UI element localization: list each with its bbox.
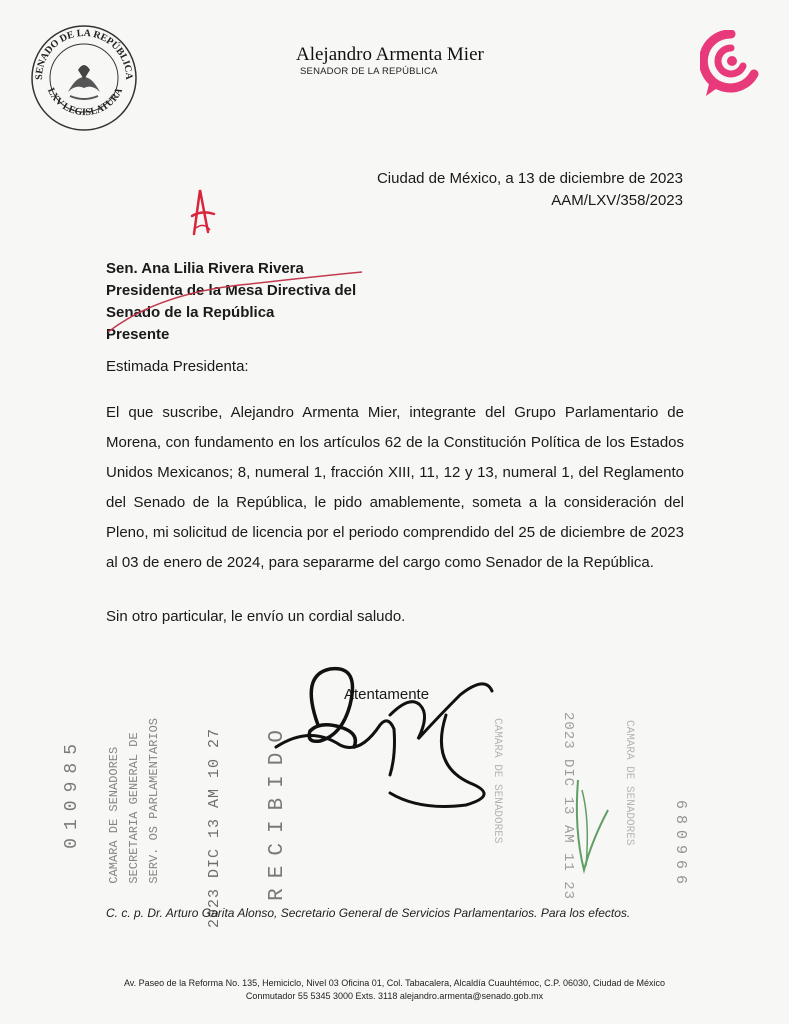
footer-address: Av. Paseo de la Reforma No. 135, Hemiciclo, Nivel 03 Oficina 01, Col. Tabacalera, Alcaldía Cuauhtémoc, C.P. 06030, Ciudad de México [123, 978, 666, 988]
seal-text-bottom: LXV LEGISLATURA [44, 86, 126, 119]
closing-line: Sin otro particular, le envío un cordial saludo. [106, 608, 406, 625]
pen-stroke-icon [100, 262, 370, 342]
signoff: Atentamente [344, 686, 430, 703]
folio-stamp-right: 680966 [672, 800, 689, 891]
carbon-copy-note: C. c. p. Dr. Arturo Garita Alonso, Secretario General de Servicios Parlamentarios. Para los efectos. [106, 906, 631, 920]
addressee-line: Presidenta de la Mesa Directiva del [106, 282, 357, 299]
received-stamp: RECIBIDO [266, 720, 289, 901]
stamp-line: CAMARA DE SENADORES [623, 720, 635, 846]
svg-text:LXV LEGISLATURA [45, 85, 126, 118]
green-initial-icon [572, 770, 612, 880]
sender-role: SENADOR DE LA REPÚBLICA [300, 66, 438, 77]
senate-stamp [104, 718, 164, 884]
addressee-line: Senado de la República [106, 304, 275, 321]
letter-date: Ciudad de México, a 13 de diciembre de 2023 [376, 170, 683, 187]
signature-icon [270, 655, 520, 825]
addressee-line: Presente [106, 326, 170, 343]
folio-stamp-left: 010985 [62, 736, 82, 849]
handwritten-mark-icon [186, 186, 220, 238]
stamp-line: SERV. OS PARLAMENTARIOS [147, 718, 161, 884]
faint-stamp [488, 718, 506, 843]
addressee-line: Sen. Ana Lilia Rivera Rivera [106, 260, 304, 277]
second-date-stamp: 2023 DIC 13 AM 11 23 [560, 712, 576, 901]
received-date-stamp: 2023 DIC 13 AM 10 27 [206, 728, 223, 929]
greeting: Estimada Presidenta: [106, 358, 249, 375]
stamp-line: SECRETARIA GENERAL DE [127, 732, 141, 884]
faint-stamp-right [620, 720, 638, 845]
stamp-line: CAMARA DE SENADORES [107, 746, 121, 884]
stamp-line: CAMARA DE SENADORES [491, 718, 503, 844]
reference-number: AAM/LXV/358/2023 [551, 192, 683, 209]
brand-logo-icon [700, 30, 762, 100]
seal-text-top: SENADO DE LA REPÚBLICA [33, 27, 135, 81]
senate-seal-icon [28, 22, 140, 134]
footer-contact: Conmutador 55 5345 3000 Exts. 3118 alejandro.armenta@senado.gob.mx [245, 991, 544, 1001]
sender-name: Alejandro Armenta Mier [296, 44, 484, 65]
body-paragraph: El que suscribe, Alejandro Armenta Mier, integrante del Grupo Parlamentario de Morena, con fundamento en los artículos 62 de la Constitución Política de los Estados Unidos Mexicanos; 8, numeral 1, fracción XIII, 11, 12 y 13, numeral 1, del Reglamento del Senado de la República, le pido amablemente, someta a la consideración del Pleno, mi solicitud de licencia por el periodo comprendido del 25 de diciembre de 2023 al 03 de enero de 2024, para separarme del cargo como Senador de la República. [106, 404, 684, 571]
